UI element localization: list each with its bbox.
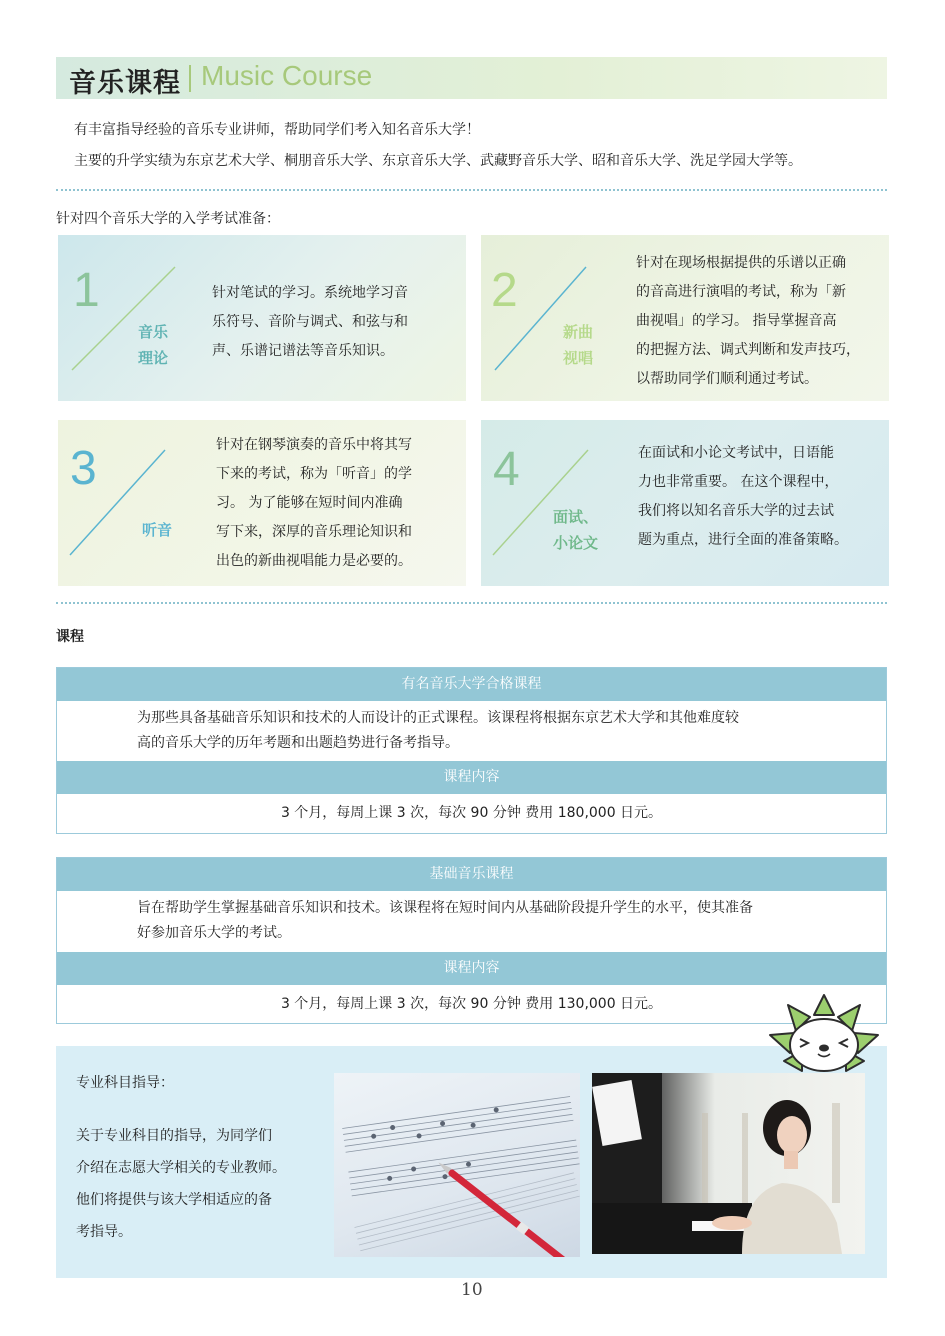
course-title: 基础音乐课程 xyxy=(57,858,886,891)
course-description xyxy=(137,896,753,946)
card-text-line: 力也非常重要。 在这个课程中， xyxy=(638,474,839,490)
course-title: 有名音乐大学合格课程 xyxy=(57,668,886,701)
card-number: 3 xyxy=(70,442,97,495)
specialty-text-line: 关于专业科目的指导，为同学们 xyxy=(76,1128,272,1144)
exam-card-2 xyxy=(481,235,889,401)
course-content: 3 个月，每周上课 3 次，每次 90 分钟 费用 130,000 日元。 xyxy=(280,996,663,1012)
card-text xyxy=(636,249,860,394)
course-content-header: 课程内容 xyxy=(57,761,886,794)
card-number: 1 xyxy=(73,264,100,317)
card-text xyxy=(216,431,412,576)
specialty-text-line: 他们将提供与该大学相适应的备 xyxy=(76,1192,272,1208)
title-zh: 音乐课程 xyxy=(69,68,181,99)
card-text-line: 出色的新曲视唱能力是必要的。 xyxy=(216,553,412,569)
leaf-mascot-icon xyxy=(766,991,882,1079)
prep-label: 针对四个音乐大学的入学考试准备： xyxy=(56,211,280,227)
category-line: 面试、 xyxy=(553,508,599,526)
card-text-line: 写下来，深厚的音乐理论知识和 xyxy=(216,524,412,540)
card-text xyxy=(638,439,848,555)
card-text-line: 针对在现场根据提供的乐谱以正确 xyxy=(636,255,846,271)
category-line: 理论 xyxy=(138,349,169,367)
divider xyxy=(56,189,887,191)
courses-label: 课程 xyxy=(56,629,84,645)
piano-lesson-photo xyxy=(592,1073,865,1254)
card-text-line: 我们将以知名音乐大学的过去试 xyxy=(638,503,834,519)
card-text-line: 以帮助同学们顺利通过考试。 xyxy=(636,371,818,387)
category-line: 听音 xyxy=(142,521,173,539)
card-number: 4 xyxy=(493,443,520,496)
card-category xyxy=(563,319,593,371)
card-text-line: 的音高进行演唱的考试，称为「新 xyxy=(636,284,846,300)
diagonal-line-icon xyxy=(493,265,623,385)
card-category xyxy=(142,517,172,543)
card-text-line: 的把握方法、调式判断和发声技巧， xyxy=(636,342,860,358)
page-header xyxy=(56,57,887,99)
specialty-text-line: 介绍在志愿大学相关的专业教师。 xyxy=(76,1160,286,1176)
diagonal-line-icon xyxy=(68,445,198,565)
piano-player-illustration xyxy=(592,1073,865,1254)
intro-line-1: 有丰富指导经验的音乐专业讲师，帮助同学们考入知名音乐大学！ xyxy=(74,122,480,138)
exam-card-1 xyxy=(58,235,466,401)
course-description-line: 旨在帮助学生掌握基础音乐知识和技术。该课程将在短时间内从基础阶段提升学生的水平，使其准备 xyxy=(137,900,753,916)
course-content: 3 个月，每周上课 3 次，每次 90 分钟 费用 180,000 日元。 xyxy=(280,805,663,821)
course-description-line: 高的音乐大学的历年考题和出题趋势进行备考指导。 xyxy=(137,735,459,751)
category-line: 新曲 xyxy=(563,323,594,341)
card-text-line: 针对在钢琴演奏的音乐中将其写 xyxy=(216,437,412,453)
title-en: Music Course xyxy=(201,60,373,91)
card-text xyxy=(212,279,408,366)
exam-card-3 xyxy=(58,420,466,586)
card-category xyxy=(138,319,168,371)
diagonal-line-icon xyxy=(70,265,200,385)
course-table-1 xyxy=(56,667,887,834)
card-text-line: 在面试和小论文考试中，日语能 xyxy=(638,445,834,461)
divider xyxy=(56,602,887,604)
card-number: 2 xyxy=(491,264,518,317)
sheet-music-illustration xyxy=(334,1073,580,1257)
title-separator xyxy=(189,65,191,92)
category-line: 小论文 xyxy=(553,534,599,552)
specialty-title: 专业科目指导： xyxy=(76,1075,174,1091)
page-number: 10 xyxy=(461,1280,483,1300)
card-text-line: 下来的考试，称为「听音」的学 xyxy=(216,466,412,482)
course-content-header: 课程内容 xyxy=(57,952,886,985)
card-text-line: 题为重点，进行全面的准备策略。 xyxy=(638,532,848,548)
card-category xyxy=(553,504,598,556)
category-line: 音乐 xyxy=(138,323,169,341)
course-description-line: 为那些具备基础音乐知识和技术的人而设计的正式课程。该课程将根据东京艺术大学和其他难度较 xyxy=(137,710,739,726)
card-text-line: 乐符号、音阶与调式、和弦与和 xyxy=(212,314,408,330)
card-text-line: 针对笔试的学习。系统地学习音 xyxy=(212,285,408,301)
category-line: 视唱 xyxy=(563,349,594,367)
course-description xyxy=(137,706,739,756)
intro-line-2: 主要的升学实绩为东京艺术大学、桐朋音乐大学、东京音乐大学、武藏野音乐大学、昭和音乐大学、洗足学园大学等。 xyxy=(74,153,802,169)
card-text-line: 曲视唱」的学习。 指导掌握音高 xyxy=(636,313,837,329)
course-table-2 xyxy=(56,857,887,1024)
specialty-text xyxy=(76,1120,286,1248)
sheet-music-photo xyxy=(334,1073,580,1257)
card-text-line: 声、乐谱记谱法等音乐知识。 xyxy=(212,343,394,359)
specialty-panel xyxy=(56,1046,887,1278)
exam-card-4 xyxy=(481,420,889,586)
course-description-line: 好参加音乐大学的考试。 xyxy=(137,925,291,941)
specialty-text-line: 考指导。 xyxy=(76,1224,132,1240)
card-text-line: 习。 为了能够在短时间内准确 xyxy=(216,495,403,511)
